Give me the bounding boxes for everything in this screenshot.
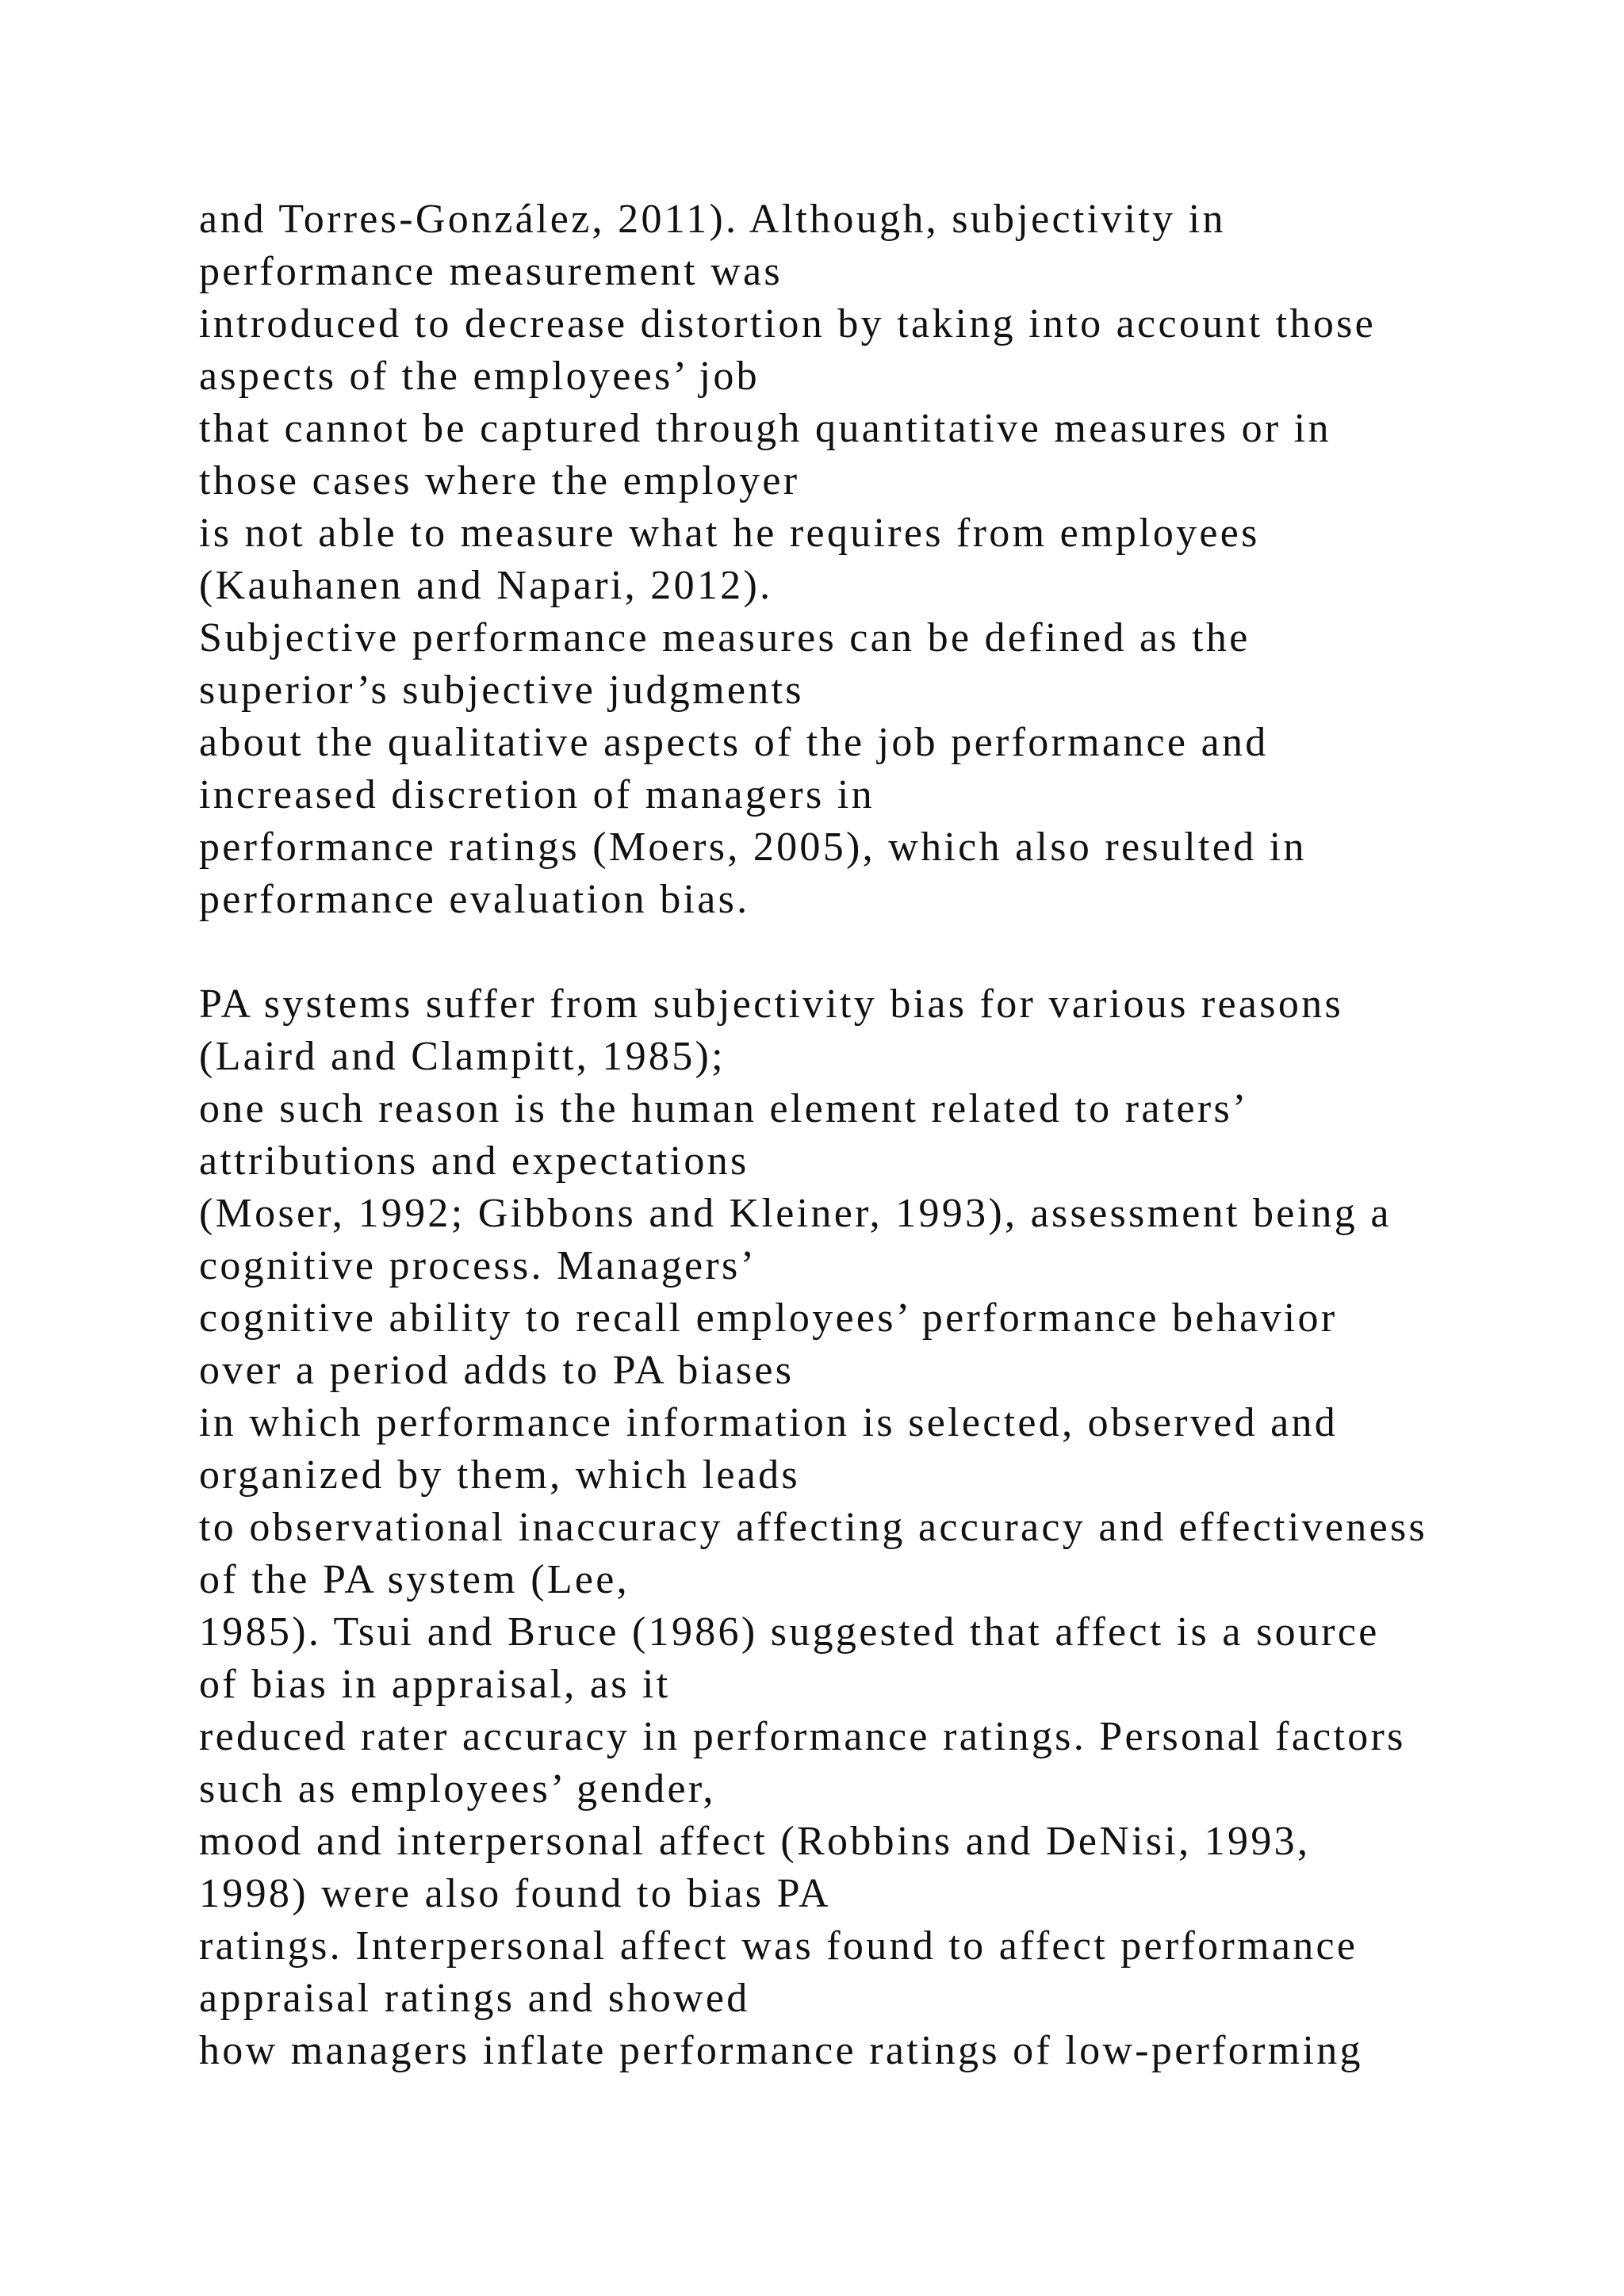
text-line: over a period adds to PA biases [199, 1348, 795, 1393]
paragraph-pa-bias [199, 978, 1624, 2077]
text-line: about the qualitative aspects of the job performance and [199, 720, 1269, 765]
text-line: cognitive process. Managers’ [199, 1243, 757, 1288]
text-line: (Laird and Clampitt, 1985); [199, 1034, 726, 1079]
paragraph-subjective-measures [199, 193, 1624, 926]
text-line: and Torres-González, 2011). Although, subjectivity in [199, 197, 1226, 242]
text-line: PA systems suffer from subjectivity bias for various reasons [199, 982, 1343, 1027]
text-line: introduced to decrease distortion by taking into account those [199, 301, 1377, 346]
text-line: increased discretion of managers in [199, 772, 875, 817]
text-line: (Moser, 1992; Gibbons and Kleiner, 1993), assessment being a [199, 1191, 1392, 1236]
text-line: performance measurement was [199, 249, 783, 294]
text-line: organized by them, which leads [199, 1452, 800, 1498]
text-line: appraisal ratings and showed [199, 1976, 750, 2021]
text-line: reduced rater accuracy in performance ratings. Personal factors [199, 1714, 1406, 1759]
text-line: is not able to measure what he requires from employees [199, 511, 1260, 556]
text-line: superior’s subjective judgments [199, 668, 804, 713]
text-line: mood and interpersonal affect (Robbins and DeNisi, 1993, [199, 1819, 1311, 1864]
text-line: performance evaluation bias. [199, 877, 750, 922]
text-line: aspects of the employees’ job [199, 354, 760, 399]
text-line: 1985). Tsui and Bruce (1986) suggested that affect is a source [199, 1609, 1380, 1655]
text-line: of the PA system (Lee, [199, 1557, 630, 1602]
text-line: (Kauhanen and Napari, 2012). [199, 563, 773, 608]
text-line: to observational inaccuracy affecting accuracy and effectiveness [199, 1505, 1428, 1550]
text-line: such as employees’ gender, [199, 1766, 716, 1812]
text-line: attributions and expectations [199, 1138, 749, 1184]
text-line: ratings. Interpersonal affect was found to affect performance [199, 1923, 1358, 1969]
text-line: in which performance information is selected, observed and [199, 1400, 1339, 1445]
text-line: one such reason is the human element related to raters’ [199, 1086, 1249, 1131]
text-line: cognitive ability to recall employees’ performance behavior [199, 1295, 1338, 1341]
text-line: those cases where the employer [199, 458, 800, 503]
text-line: performance ratings (Moers, 2005), which also resulted in [199, 825, 1307, 870]
text-line: how managers inflate performance ratings of low-performing [199, 2028, 1363, 2073]
text-line: Subjective performance measures can be defined as the [199, 615, 1251, 660]
paragraph-break [199, 926, 1624, 978]
text-line: that cannot be captured through quantitative measures or in [199, 406, 1331, 451]
text-line: 1998) were also found to bias PA [199, 1871, 831, 1916]
text-line: of bias in appraisal, as it [199, 1662, 671, 1707]
